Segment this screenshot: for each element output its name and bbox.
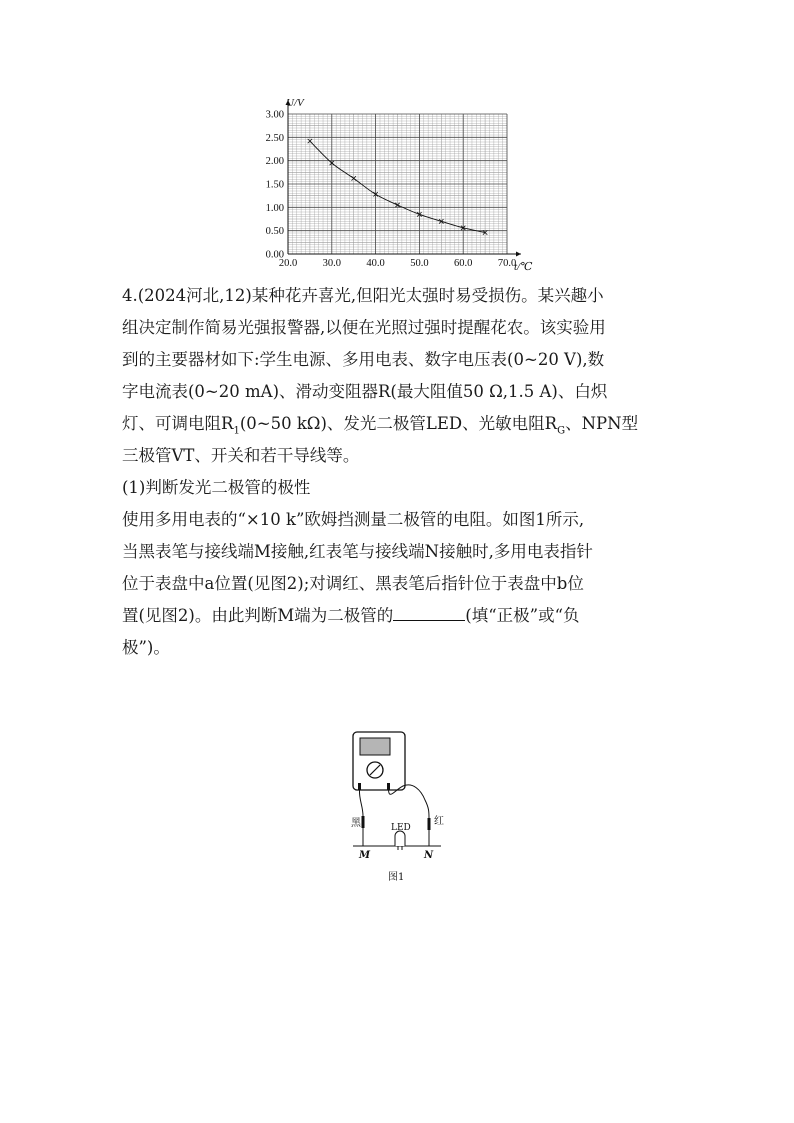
part1-line: 极”)。	[122, 638, 170, 657]
question-line: 4.(2024河北,12)某种花卉喜光,但阳光太强时易受损伤。某兴趣小	[122, 286, 604, 305]
chart-y-axis-label: U/V	[286, 97, 304, 109]
figure-1-multimeter-diagram	[345, 728, 455, 883]
question-body	[122, 280, 682, 664]
part1-line: 位于表盘中a位置(见图2);对调红、黑表笔后指针位于表盘中b位	[122, 574, 584, 593]
x-tick-label: 20.0	[278, 258, 298, 269]
x-tick-label: 70.0	[497, 258, 517, 269]
question-line: 字电流表(0~20 mA)、滑动变阻器R(最大阻值50 Ω,1.5 A)、白炽	[122, 382, 608, 401]
y-tick-label: 0.00	[265, 249, 284, 261]
red-probe	[428, 818, 431, 846]
question-text: 、NPN型	[565, 414, 639, 433]
subscript: 1	[233, 425, 240, 437]
part1-title: (1)判断发光二极管的极性	[122, 478, 311, 497]
question-text: (填“正极”或“负	[465, 606, 580, 625]
question-line: 组决定制作简易光强报警器,以便在光照过强时提醒花农。该实验用	[122, 318, 606, 337]
led-icon	[353, 831, 441, 850]
question-text: (0~50 kΩ)、发光二极管LED、光敏电阻R	[239, 414, 558, 433]
y-tick-label: 2.50	[265, 132, 284, 144]
y-tick-label: 2.00	[265, 156, 284, 168]
question-text: 置(见图2)。由此判断M端为二极管的	[122, 606, 394, 625]
figure-caption: 图1	[388, 872, 405, 883]
question-line: 到的主要器材如下:学生电源、多用电表、数字电压表(0~20 V),数	[122, 350, 605, 369]
red-label: 红	[434, 816, 444, 827]
x-tick-label: 30.0	[322, 258, 341, 269]
black-probe	[362, 816, 365, 846]
question-line	[122, 408, 682, 440]
part1-line: 当黑表笔与接线端M接触,红表笔与接线端N接触时,多用电表指针	[122, 542, 593, 561]
multimeter-icon	[353, 732, 405, 790]
x-axis-arrow	[516, 252, 521, 257]
part1-line	[122, 600, 682, 632]
led-label: LED	[391, 823, 411, 833]
voltage-temperature-chart	[250, 92, 550, 274]
part1-line: 使用多用电表的“×10 k”欧姆挡测量二极管的电阻。如图1所示,	[122, 510, 585, 529]
y-tick-label: 1.00	[265, 202, 284, 214]
y-tick-label: 0.50	[265, 226, 284, 238]
y-tick-label: 3.00	[265, 109, 284, 121]
x-tick-label: 40.0	[366, 258, 385, 269]
terminal-n-label: N	[424, 850, 434, 861]
chart-x-axis-label: t/℃	[514, 261, 533, 273]
question-line: 三极管VT、开关和若干导线等。	[122, 446, 360, 465]
black-probe-wire	[359, 790, 363, 816]
y-tick-label: 1.50	[265, 179, 284, 191]
black-label: 黑	[351, 818, 361, 829]
terminal-m-label: M	[359, 850, 371, 861]
answer-blank[interactable]	[393, 600, 465, 621]
x-tick-label: 50.0	[410, 258, 429, 269]
subscript: G	[557, 425, 566, 437]
question-text: 灯、可调电阻R	[122, 414, 234, 433]
chart-tick-labels	[266, 110, 517, 270]
x-tick-label: 60.0	[454, 258, 473, 269]
